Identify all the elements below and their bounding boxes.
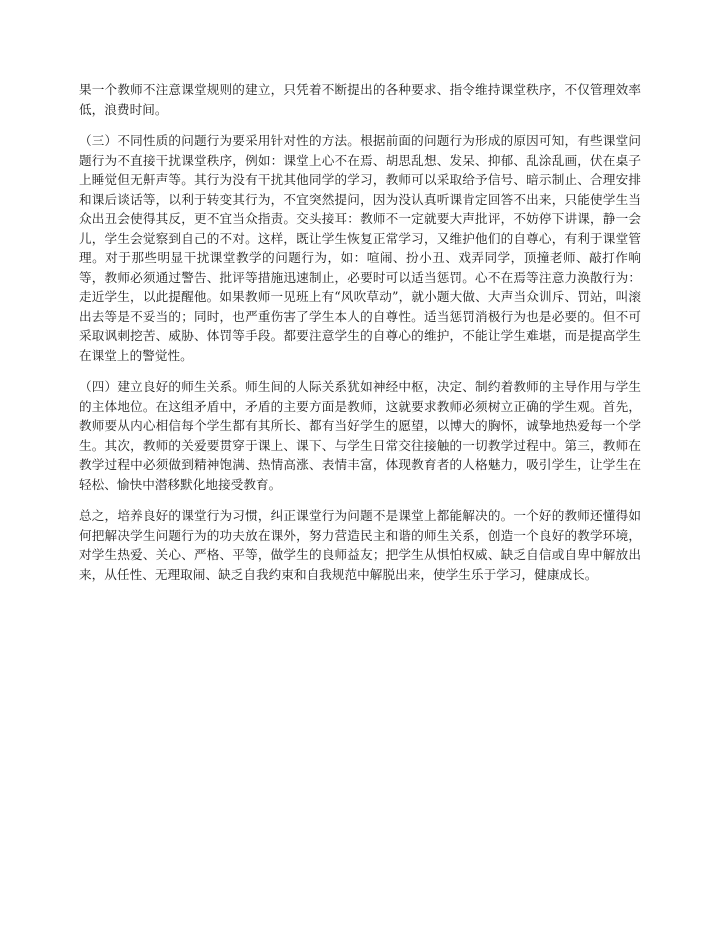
- paragraph-continuation: 果一个教师不注意课堂规则的建立，只凭着不断提出的各种要求、指令维持课堂秩序，不仅管理效率低，浪费时间。: [79, 82, 641, 117]
- paragraph-conclusion: 总之，培养良好的课堂行为习惯，纠正课堂行为问题不是课堂上都能解决的。一个好的教师还懂得如何把解决学生问题行为的功夫放在课外，努力营造民主和谐的师生关系，创造一个良好的教学环境，对学生热爱、关心、严格、平等，做学生的良师益友；把学生从惧怕权威、缺乏自信或自卑中解放出来，从任性、无理取闹、缺乏自我约束和自我规范中解脱出来，使学生乐于学习，健康成长。: [79, 508, 641, 582]
- document-page: [79, 80, 641, 596]
- paragraph-section-four: （四）建立良好的师生关系。师生间的人际关系犹如神经中枢，决定、制约着教师的主导作用与学生的主体地位。在这组矛盾中，矛盾的主要方面是教师，这就要求教师必须树立正确的学生观。首先，教师要从内心相信每个学生都有其所长、都有当好学生的愿望，以博大的胸怀，诚挚地热爱每一个学生。其次，教师的关爱要贯穿于课上、课下、与学生日常交往接触的一切教学过程中。第三，教师在教学过程中必须做到精神饱满、热情高涨、表情丰富，体现教育者的人格魅力，吸引学生，让学生在轻松、愉快中潜移默化地接受教育。: [79, 379, 641, 492]
- paragraph-section-three: （三）不同性质的问题行为要采用针对性的方法。根据前面的问题行为形成的原因可知，有些课堂问题行为不直接干扰课堂秩序，例如：课堂上心不在焉、胡思乱想、发呆、抑郁、乱涂乱画，伏在桌子上睡觉但无鼾声等。其行为没有干扰其他同学的学习，教师可以采取给予信号、暗示制止、合理安排和课后谈话等，以利于转变其行为，不宜突然提问，因为没认真听课肯定回答不出来，只能使学生当众出丑会使得其反，更不宜当众指责。交头接耳：教师不一定就要大声批评，不妨停下讲课，静一会儿，学生会觉察到自己的不对。这样，既让学生恢复正常学习，又维护他们的自尊心，有利于课堂管理。对于那些明显干扰课堂教学的问题行为，如：喧闹、扮小丑、戏弄同学，顶撞老师、敲打作响等，教师必须通过警告、批评等措施迅速制止，必要时可以适当惩罚。心不在焉等注意力涣散行为：走近学生，以此提醒他。如果教师一见班上有“风吹草动”，就小题大做、大声当众训斥、罚站，叫滚出去等是不妥当的；同时，也严重伤害了学生本人的自尊性。适当惩罚消极行为也是必要的。但不可采取讽刺挖苦、威胁、体罚等手段。都要注意学生的自尊心的维护，不能让学生难堪，而是提高学生在课堂上的警觉性。: [79, 133, 641, 363]
